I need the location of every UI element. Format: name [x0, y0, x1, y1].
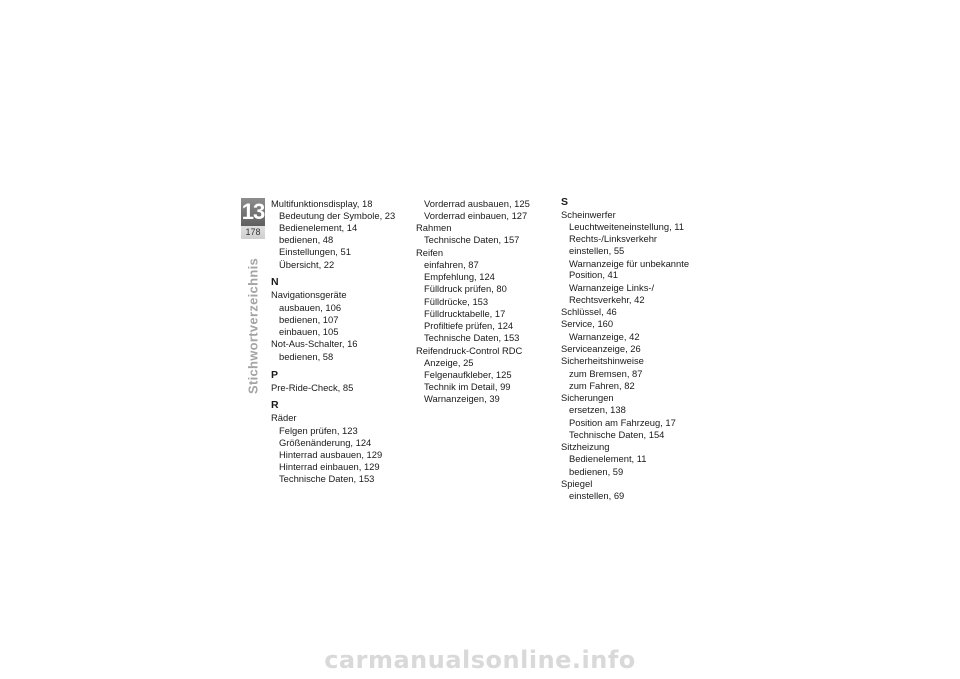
index-subentry: Technische Daten, 157	[424, 234, 520, 246]
index-letter-heading: N	[271, 276, 279, 289]
index-subentry: Rechts-/Linksverkehr einstellen, 55	[569, 233, 658, 257]
index-entry	[561, 209, 711, 305]
index-subentry: Warnanzeige, 42	[569, 330, 640, 342]
index-subentry: einbauen, 105	[279, 326, 339, 338]
index-subentry: Profiltiefe prüfen, 124	[424, 319, 514, 331]
index-subentry: Technische Daten, 154	[569, 428, 665, 440]
index-entry-term: Reifendruck-Control RDC	[416, 344, 523, 356]
index-subentry: Vorderrad ausbauen, 125	[424, 197, 530, 209]
index-subentry: Größenänderung, 124	[279, 436, 372, 448]
index-subentry: ausbauen, 106	[279, 301, 342, 313]
index-subentry: Warnanzeige für unbekannte Position, 41	[569, 257, 690, 281]
index-entry-term: Multifunktionsdisplay, 18	[271, 197, 373, 209]
index-subentry: Empfehlung, 124	[424, 271, 495, 283]
index-entry	[416, 247, 556, 344]
index-entry	[561, 478, 711, 502]
chapter-tab	[241, 198, 265, 239]
index-entry-term: Not-Aus-Schalter, 16	[271, 338, 358, 350]
index-entry-term: Rahmen	[416, 222, 452, 234]
index-entry	[271, 198, 411, 271]
index-subentry: Bedienelement, 14	[279, 221, 358, 233]
index-entry-term: Schlüssel, 46	[561, 305, 617, 317]
index-subentry: Warnanzeigen, 39	[424, 393, 500, 405]
index-subentry: Hinterrad einbauen, 129	[279, 461, 380, 473]
index-subentry: einstellen, 69	[569, 490, 625, 502]
index-subentry: Bedeutung der Symbole, 23	[279, 209, 396, 221]
index-entry	[561, 441, 711, 477]
index-subentry: Leuchtweiteneinstellung, 11	[569, 221, 685, 233]
index-entry	[271, 338, 411, 362]
index-subentry: Vorderrad einbauen, 127	[424, 209, 528, 221]
index-entry	[416, 222, 556, 246]
index-entry-term: Serviceanzeige, 26	[561, 342, 641, 354]
index-subentry: Einstellungen, 51	[279, 246, 351, 258]
index-subentry: Übersicht, 22	[279, 258, 335, 270]
index-entry-term: Navigationsgeräte	[271, 289, 347, 301]
index-entry-term: Spiegel	[561, 478, 593, 489]
index-entry-term: Service, 160	[561, 318, 614, 330]
index-column-2	[416, 197, 556, 405]
index-subentry: Fülldrucktabelle, 17	[424, 307, 506, 319]
index-entry	[271, 289, 411, 338]
index-letter-heading: S	[561, 196, 569, 208]
index-subentry: bedienen, 59	[569, 465, 624, 477]
watermark: carmanualsonline.info	[324, 646, 636, 674]
index-subentry: Hinterrad ausbauen, 129	[279, 449, 383, 461]
index-entry	[416, 345, 556, 406]
index-subentry: zum Bremsen, 87	[569, 367, 643, 379]
index-subentry: Felgenaufkleber, 125	[424, 368, 512, 380]
index-subentry: Felgen prüfen, 123	[279, 424, 358, 436]
index-column-3	[561, 197, 711, 502]
index-subentry: Bedienelement, 11	[569, 453, 647, 465]
index-subentry: ersetzen, 138	[569, 404, 626, 416]
index-entry-term: Pre-Ride-Check, 85	[271, 381, 354, 393]
index-letter-heading: R	[271, 399, 279, 412]
index-entry	[561, 306, 711, 318]
chapter-number: 13	[241, 199, 265, 224]
index-subentry: Technische Daten, 153	[424, 332, 520, 344]
index-entry	[416, 198, 556, 222]
index-entry	[271, 382, 411, 394]
index-subentry: bedienen, 58	[279, 350, 334, 362]
index-subentry: Anzeige, 25	[424, 356, 474, 368]
page-number: 178	[241, 226, 265, 239]
index-entry-term: Sicherheitshinweise	[561, 355, 644, 367]
index-subentry: Fülldrücke, 153	[424, 295, 489, 307]
index-entry	[561, 318, 711, 342]
index-entry-term: Sitzheizung	[561, 441, 610, 453]
index-subentry: einfahren, 87	[424, 258, 479, 270]
index-entry-term: Räder	[271, 412, 297, 424]
index-subentry: Technische Daten, 153	[279, 473, 375, 485]
chapter-title: Stichwortverzeichnis	[245, 257, 261, 395]
index-subentry: Warnanzeige Links-/ Rechtsverkehr, 42	[569, 281, 655, 305]
index-entry	[561, 392, 711, 441]
index-entry-term: Scheinwerfer	[561, 209, 616, 220]
index-entry	[561, 343, 711, 355]
index-subentry: Technik im Detail, 99	[424, 381, 511, 393]
index-entry	[271, 412, 411, 485]
index-entry-term: Reifen	[416, 246, 444, 258]
index-subentry: bedienen, 48	[279, 234, 334, 246]
index-entry	[561, 355, 711, 391]
index-letter-heading: P	[271, 368, 279, 381]
index-subentry: bedienen, 107	[279, 313, 339, 325]
index-column-1	[271, 197, 411, 485]
index-entry-term: Sicherungen	[561, 392, 614, 404]
index-subentry: zum Fahren, 82	[569, 379, 635, 391]
index-subentry: Fülldruck prüfen, 80	[424, 283, 507, 295]
index-subentry: Position am Fahrzeug, 17	[569, 416, 676, 428]
